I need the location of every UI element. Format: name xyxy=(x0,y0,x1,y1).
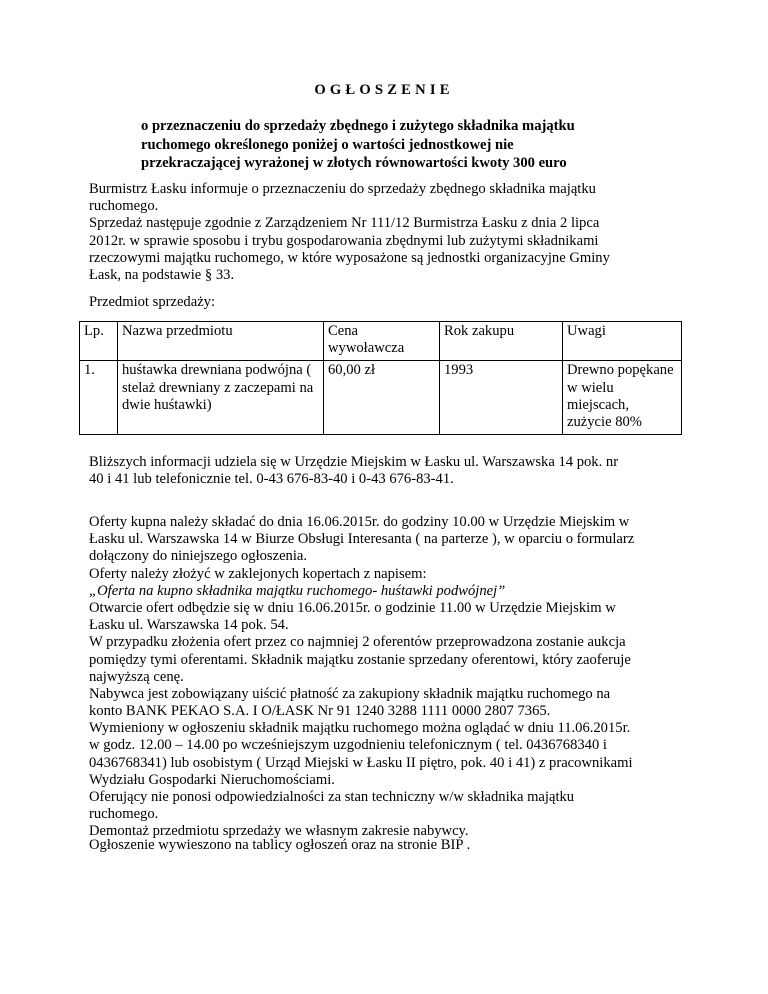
text-line: 2012r. w sprawie sposobu i trybu gospodarowania zbędnymi lub zużytymi składnikami xyxy=(89,232,599,249)
main-paragraph xyxy=(89,514,689,841)
text-line: Łasku ul. Warszawska 14 w Biurze Obsługi Interesanta ( na parterze ), w oparciu o formularz xyxy=(89,531,635,548)
text-line: Otwarcie ofert odbędzie się w dniu 16.06.2015r. o godzinie 11.00 w Urzędzie Miejskim w xyxy=(89,599,616,616)
cell-lp: 1. xyxy=(80,361,118,435)
subtitle-line: ruchomego określonego poniżej o wartości jednostkowej nie xyxy=(141,136,514,153)
cell-rok: 1993 xyxy=(440,361,563,435)
text-line: Łasku ul. Warszawska 14 pok. 54. xyxy=(89,617,289,634)
text-line: Wymieniony w ogłoszeniu składnik majątku ruchomego można oglądać w dniu 11.06.2015r. xyxy=(89,720,631,737)
text-line: rzeczowymi majątku ruchomego, w które wyposażone są jednostki organizacyjne Gminy xyxy=(89,249,610,266)
envelope-inscription: „Oferta na kupno składnika majątku ruchomego- huśtawki podwójnej” xyxy=(89,582,506,599)
text-line: najwyższą cenę. xyxy=(89,668,184,685)
text-line: w godz. 12.00 – 14.00 po wcześniejszym uzgodnieniu telefonicznym ( tel. 0436768340 i xyxy=(89,737,607,754)
text-line: dołączony do niniejszego ogłoszenia. xyxy=(89,548,308,565)
text-line: Sprzedaż następuje zgodnie z Zarządzeniem Nr 111/12 Burmistrza Łasku z dnia 2 lipca xyxy=(89,215,600,232)
header-lp: Lp. xyxy=(80,322,118,361)
text-line: Oferty kupna należy składać do dnia 16.06.2015r. do godziny 10.00 w Urzędzie Miejskim w xyxy=(89,514,630,530)
text-line: W przypadku złożenia ofert przez co najmniej 2 oferentów przeprowadzona zostanie aukcja xyxy=(89,634,626,651)
info-paragraph xyxy=(89,454,689,488)
subtitle-line: o przeznaczeniu do sprzedaży zbędnego i zużytego składnika majątku xyxy=(141,118,575,134)
text-line: 40 i 41 lub telefonicznie tel. 0-43 676-83-40 i 0-43 676-83-41. xyxy=(89,471,454,488)
text-line: Demontaż przedmiotu sprzedaży we własnym zakresie nabywcy. xyxy=(89,823,469,840)
table-row xyxy=(80,361,682,435)
final-note: Ogłoszenie wywieszono na tablicy ogłoszeń oraz na stronie BIP . xyxy=(89,837,471,853)
text-line: Wydziału Gospodarki Nieruchomościami. xyxy=(89,771,335,788)
subtitle xyxy=(141,117,661,173)
text-line: Nabywca jest zobowiązany uiścić płatność za zakupiony składnik majątku ruchomego na xyxy=(89,685,611,702)
header-cena: Cena wywoławcza xyxy=(324,322,440,361)
header-nazwa: Nazwa przedmiotu xyxy=(118,322,324,361)
page-title: OGŁOSZENIE xyxy=(314,82,454,98)
text-line: Oferujący nie ponosi odpowiedzialności za stan techniczny w/w składnika majątku xyxy=(89,789,575,805)
text-line: pomiędzy tymi oferentami. Składnik majątku zostanie sprzedany oferentowi, który zaoferuje xyxy=(89,651,631,668)
header-uwagi: Uwagi xyxy=(563,322,682,361)
intro-paragraph xyxy=(89,181,689,284)
text-line: Burmistrz Łasku informuje o przeznaczeniu do sprzedaży zbędnego składnika majątku xyxy=(89,181,596,197)
cell-nazwa: huśtawka drewniana podwójna ( stelaż drewniany z zaczepami na dwie huśtawki) xyxy=(118,361,324,435)
text-line: Łask, na podstawie § 33. xyxy=(89,266,235,283)
table-header-row xyxy=(80,322,682,361)
header-rok: Rok zakupu xyxy=(440,322,563,361)
items-table xyxy=(79,321,682,435)
przedmiot-label: Przedmiot sprzedaży: xyxy=(89,294,216,310)
text-line: ruchomego. xyxy=(89,806,159,823)
cell-uwagi: Drewno popękane w wielu miejscach, zużycie 80% xyxy=(563,361,682,435)
text-line: Oferty należy złożyć w zaklejonych kopertach z napisem: xyxy=(89,565,427,582)
subtitle-line: przekraczającej wyrażonej w złotych równowartości kwoty 300 euro xyxy=(141,155,567,171)
text-line: ruchomego. xyxy=(89,198,159,215)
bank-account-line: konto BANK PEKAO S.A. I O/ŁASK Nr 91 1240 3288 1111 0000 2807 7365. xyxy=(89,703,551,720)
text-line: 0436768341) lub osobistym ( Urząd Miejski w Łasku II piętro, pok. 40 i 41) z pracownikami xyxy=(89,754,633,771)
text-line: Bliższych informacji udziela się w Urzędzie Miejskim w Łasku ul. Warszawska 14 pok. nr xyxy=(89,454,619,470)
cell-cena: 60,00 zł xyxy=(324,361,440,435)
